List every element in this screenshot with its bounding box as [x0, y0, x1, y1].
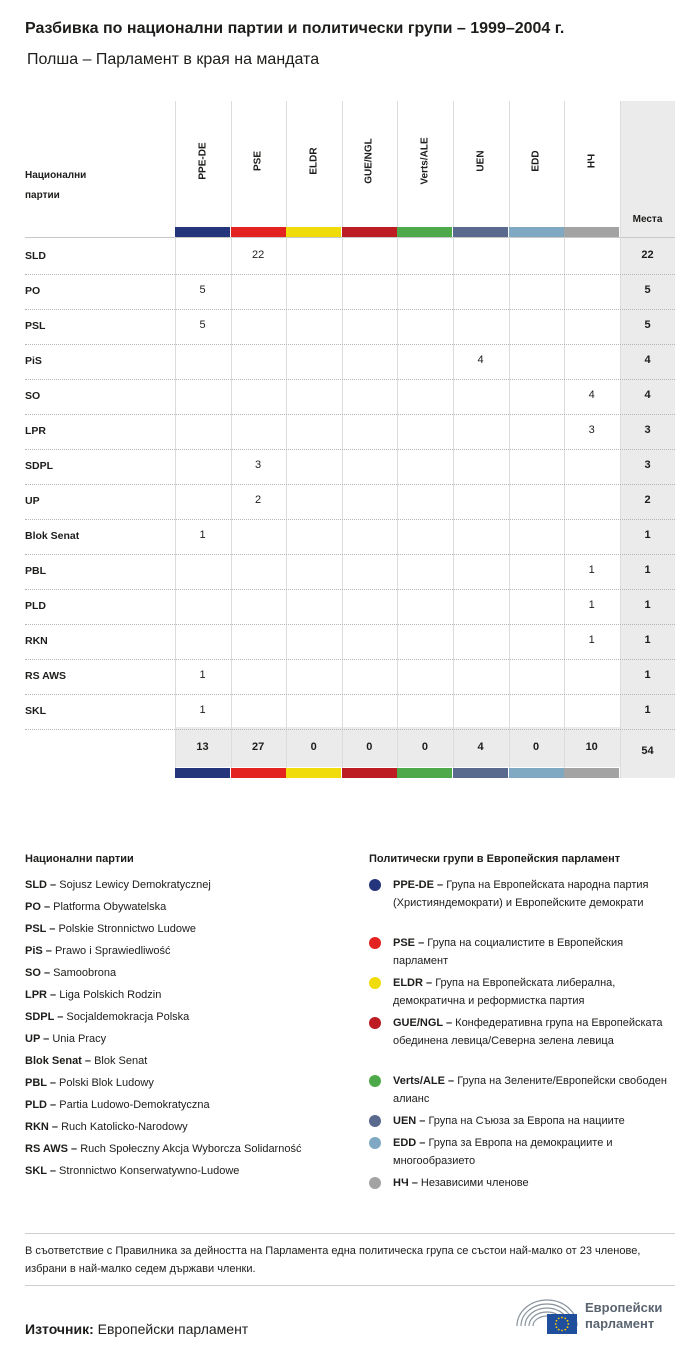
row-divider: [25, 554, 675, 555]
seats-cell: 3: [644, 459, 651, 471]
group-header-label: НЧ: [586, 153, 598, 169]
group-header-label: ELDR: [308, 147, 320, 175]
group-header-ppe-de: [175, 101, 230, 226]
seats-cell: 5: [644, 319, 651, 331]
party-name: SO: [25, 390, 41, 402]
party-full-name: Ruch Społeczny Akcja Wyborcza Solidarność: [80, 1143, 302, 1155]
row-divider: [25, 414, 675, 415]
party-abbreviation: PSL –: [25, 923, 56, 935]
source-value: Европейски парламент: [97, 1321, 249, 1337]
logo-line-1: Европейски: [585, 1300, 663, 1315]
party-full-name: Prawo i Sprawiedliwość: [54, 945, 171, 957]
group-total: 0: [533, 741, 540, 753]
group-color-bar-bottom: [564, 768, 619, 778]
table-cell: 2: [255, 494, 262, 506]
party-full-name: Ruch Katolicko-Narodowy: [61, 1121, 188, 1133]
group-header-eldr: [286, 101, 341, 226]
party-name: RKN: [25, 635, 48, 647]
seats-cell: 1: [644, 529, 651, 541]
political-groups-legend-title: Политически групи в Европейския парламент: [369, 853, 621, 865]
table-cell: 4: [477, 354, 484, 366]
group-abbreviation: НЧ –: [393, 1177, 418, 1189]
group-color-bar-bottom: [397, 768, 452, 778]
party-abbreviation: SKL –: [25, 1165, 56, 1177]
group-color-dot-icon: [369, 977, 381, 989]
group-abbreviation: UEN –: [393, 1115, 426, 1127]
national-party-legend-item: [25, 967, 116, 979]
totals-divider: [25, 729, 675, 730]
national-party-legend-item: [25, 1011, 189, 1023]
group-full-name: Група на Европейската народна партия (Християндемократи) и Европейските демократи: [393, 879, 649, 909]
table-cell: 1: [588, 564, 595, 576]
political-group-legend-item: [393, 1174, 678, 1192]
table-cell: 4: [588, 389, 595, 401]
seats-cell: 1: [644, 599, 651, 611]
row-divider: [25, 274, 675, 275]
group-abbreviation: GUE/NGL –: [393, 1017, 453, 1029]
group-header-label: UEN: [475, 150, 486, 172]
party-full-name: Socjaldemokracja Polska: [66, 1011, 190, 1023]
party-abbreviation: LPR –: [25, 989, 57, 1001]
national-party-legend-item: [25, 1121, 188, 1133]
party-abbreviation: PBL –: [25, 1077, 56, 1089]
party-name: PiS: [25, 355, 42, 367]
national-party-legend-item: [25, 1033, 106, 1045]
group-total: 13: [196, 741, 209, 753]
logo-text: [585, 1300, 662, 1332]
group-color-dot-icon: [369, 1137, 381, 1149]
party-name: PO: [25, 285, 41, 297]
party-abbreviation: PiS –: [25, 945, 52, 957]
group-header-label: EDD: [530, 150, 542, 172]
party-name: UP: [25, 495, 40, 507]
row-divider: [25, 344, 675, 345]
group-color-bar-bottom: [231, 768, 286, 778]
seats-cell: 1: [644, 564, 651, 576]
group-color-bar-top: [231, 227, 286, 237]
party-full-name: Platforma Obywatelska: [53, 901, 167, 913]
national-party-legend-item: [25, 879, 211, 891]
group-total: 0: [366, 741, 373, 753]
seats-table: [25, 101, 675, 778]
group-color-bar-bottom: [286, 768, 341, 778]
group-color-bar-bottom: [175, 768, 230, 778]
seats-cell: 1: [644, 634, 651, 646]
table-cell: 1: [199, 704, 206, 716]
seats-column-header: Места: [632, 214, 663, 225]
party-abbreviation: RS AWS –: [25, 1143, 78, 1155]
group-color-dot-icon: [369, 1017, 381, 1029]
group-header-verts-ale: [397, 101, 452, 226]
row-divider: [25, 484, 675, 485]
table-cell: 1: [199, 529, 206, 541]
table-cell: 22: [251, 249, 265, 261]
national-party-legend-item: [25, 1077, 154, 1089]
group-color-bar-top: [342, 227, 397, 237]
logo-line-2: парламент: [585, 1316, 655, 1331]
group-header-edd: [509, 101, 564, 226]
group-color-bar-top: [286, 227, 341, 237]
source-label: Източник:: [25, 1321, 94, 1337]
page-subtitle: Полша – Парламент в края на мандата: [27, 51, 320, 68]
group-full-name: Група на Зелените/Европейски свободен алианс: [393, 1075, 667, 1105]
party-name: PSL: [25, 320, 46, 332]
row-divider: [25, 379, 675, 380]
seats-cell: 1: [644, 669, 651, 681]
party-name: SDPL: [25, 460, 54, 472]
party-full-name: Stronnictwo Konserwatywno-Ludowe: [59, 1165, 240, 1177]
header-divider: [25, 237, 675, 238]
party-name: SLD: [25, 250, 46, 262]
group-full-name: Група на Съюза за Европа на нациите: [428, 1115, 625, 1127]
note-divider-top: [25, 1233, 675, 1234]
party-abbreviation: RKN –: [25, 1121, 59, 1133]
party-abbreviation: SO –: [25, 967, 51, 979]
group-total: 0: [310, 741, 317, 753]
group-header-label: PPE-DE: [197, 142, 208, 180]
source-line: [25, 1321, 248, 1337]
party-name: PBL: [25, 565, 46, 577]
party-full-name: Polskie Stronnictwo Ludowe: [58, 923, 197, 935]
row-divider: [25, 624, 675, 625]
group-color-dot-icon: [369, 1115, 381, 1127]
party-full-name: Liga Polskich Rodzin: [59, 989, 162, 1001]
group-abbreviation: ELDR –: [393, 977, 433, 989]
group-color-bar-top: [175, 227, 230, 237]
seats-cell: 1: [644, 704, 651, 716]
group-color-dot-icon: [369, 1075, 381, 1087]
group-color-bar-top: [564, 227, 619, 237]
group-color-dot-icon: [369, 1177, 381, 1189]
group-header-label: PSE: [252, 150, 264, 172]
row-divider: [25, 589, 675, 590]
group-full-name: Група на Европейската либерална, демократична и реформистка партия: [393, 977, 616, 1007]
political-group-legend-item: [393, 934, 678, 970]
group-total: 10: [585, 741, 598, 753]
party-full-name: Polski Blok Ludowy: [59, 1077, 154, 1089]
party-column-header: Национални партии: [25, 170, 87, 201]
party-abbreviation: PLD –: [25, 1099, 57, 1111]
group-header-нч: [564, 101, 619, 226]
group-full-name: Група за Европа на демокрациите и многообразието: [393, 1137, 613, 1167]
group-color-bar-top: [397, 227, 452, 237]
group-abbreviation: PSE –: [393, 937, 425, 949]
national-party-legend-item: [25, 1143, 301, 1155]
party-abbreviation: Blok Senat –: [25, 1055, 92, 1067]
row-divider: [25, 694, 675, 695]
row-divider: [25, 449, 675, 450]
group-color-bar-bottom: [453, 768, 508, 778]
party-full-name: Unia Pracy: [52, 1033, 107, 1045]
total-seats: 54: [641, 745, 654, 757]
row-divider: [25, 309, 675, 310]
table-cell: 3: [255, 459, 262, 471]
table-cell: 1: [588, 599, 595, 611]
party-name: Blok Senat: [25, 530, 80, 542]
group-full-name: Конфедеративна група на Европейската обединена левица/Северна зелена левица: [393, 1017, 663, 1047]
party-name: SKL: [25, 705, 46, 717]
european-parliament-logo: [513, 1296, 678, 1336]
group-color-bar-top: [453, 227, 508, 237]
seats-cell: 5: [644, 284, 651, 296]
national-party-legend-item: [25, 901, 166, 913]
seats-cell: 2: [644, 494, 651, 506]
party-abbreviation: UP –: [25, 1033, 50, 1045]
party-abbreviation: PO –: [25, 901, 51, 913]
group-color-dot-icon: [369, 937, 381, 949]
party-full-name: Sojusz Lewicy Demokratycznej: [59, 879, 211, 891]
party-full-name: Samoobrona: [53, 967, 117, 979]
row-divider: [25, 659, 675, 660]
table-cell: 1: [199, 669, 206, 681]
group-header-label: Verts/ALE: [419, 137, 431, 185]
group-header-gue-ngl: [342, 101, 397, 226]
group-header-uen: [453, 101, 508, 226]
page-title: Разбивка по национални партии и политически групи – 1999–2004 г.: [25, 20, 565, 37]
party-name: PLD: [25, 600, 46, 612]
group-abbreviation: PPE-DE –: [393, 879, 444, 891]
group-full-name: Независими членове: [420, 1177, 529, 1189]
national-party-legend-item: [25, 989, 161, 1001]
national-parties-legend-title: Национални партии: [25, 853, 134, 865]
group-color-dot-icon: [369, 879, 381, 891]
note-divider-bottom: [25, 1285, 675, 1286]
group-abbreviation: Verts/ALE –: [393, 1075, 455, 1087]
group-color-bar-bottom: [509, 768, 564, 778]
table-cell: 5: [199, 319, 206, 331]
row-divider: [25, 519, 675, 520]
group-color-bar-bottom: [342, 768, 397, 778]
national-party-legend-item: [25, 1165, 239, 1177]
group-color-bar-top: [509, 227, 564, 237]
group-abbreviation: EDD –: [393, 1137, 426, 1149]
party-name: RS AWS: [25, 670, 67, 682]
group-total: 4: [477, 741, 484, 753]
seats-cell: 4: [644, 354, 651, 366]
national-party-legend-item: [25, 1099, 210, 1111]
party-name: LPR: [25, 425, 46, 437]
political-group-legend-item: [393, 1014, 678, 1050]
party-full-name: Partia Ludowo-Demokratyczna: [59, 1099, 210, 1111]
political-group-legend-item: [393, 1072, 678, 1108]
group-total: 27: [251, 741, 265, 753]
political-group-legend-item: [393, 876, 678, 912]
political-group-legend-item: [393, 1112, 678, 1130]
table-cell: 1: [588, 634, 595, 646]
seats-cell: 4: [644, 389, 651, 401]
parliament-hemicycle-icon: [513, 1296, 581, 1336]
seats-cell: 3: [644, 424, 651, 436]
party-abbreviation: SDPL –: [25, 1011, 64, 1023]
group-header-pse: [231, 101, 286, 226]
political-group-legend-item: [393, 1134, 678, 1170]
table-cell: 3: [588, 424, 595, 436]
party-full-name: Blok Senat: [94, 1055, 148, 1067]
table-cell: 5: [199, 284, 206, 296]
group-full-name: Група на социалистите в Европейския парламент: [393, 937, 624, 967]
party-abbreviation: SLD –: [25, 879, 57, 891]
group-total: 0: [421, 741, 428, 753]
national-party-legend-item: [25, 945, 171, 957]
rules-note: В съответствие с Правилника за дейността на Парламента една политическа група се състои най-малко от 23 членове, избрани в най-малко седем държави членки.: [25, 1245, 641, 1275]
political-group-legend-item: [393, 974, 678, 1010]
national-party-legend-item: [25, 923, 196, 935]
seats-cell: 22: [641, 249, 654, 261]
national-party-legend-item: [25, 1055, 147, 1067]
group-header-label: GUE/NGL: [363, 138, 375, 184]
